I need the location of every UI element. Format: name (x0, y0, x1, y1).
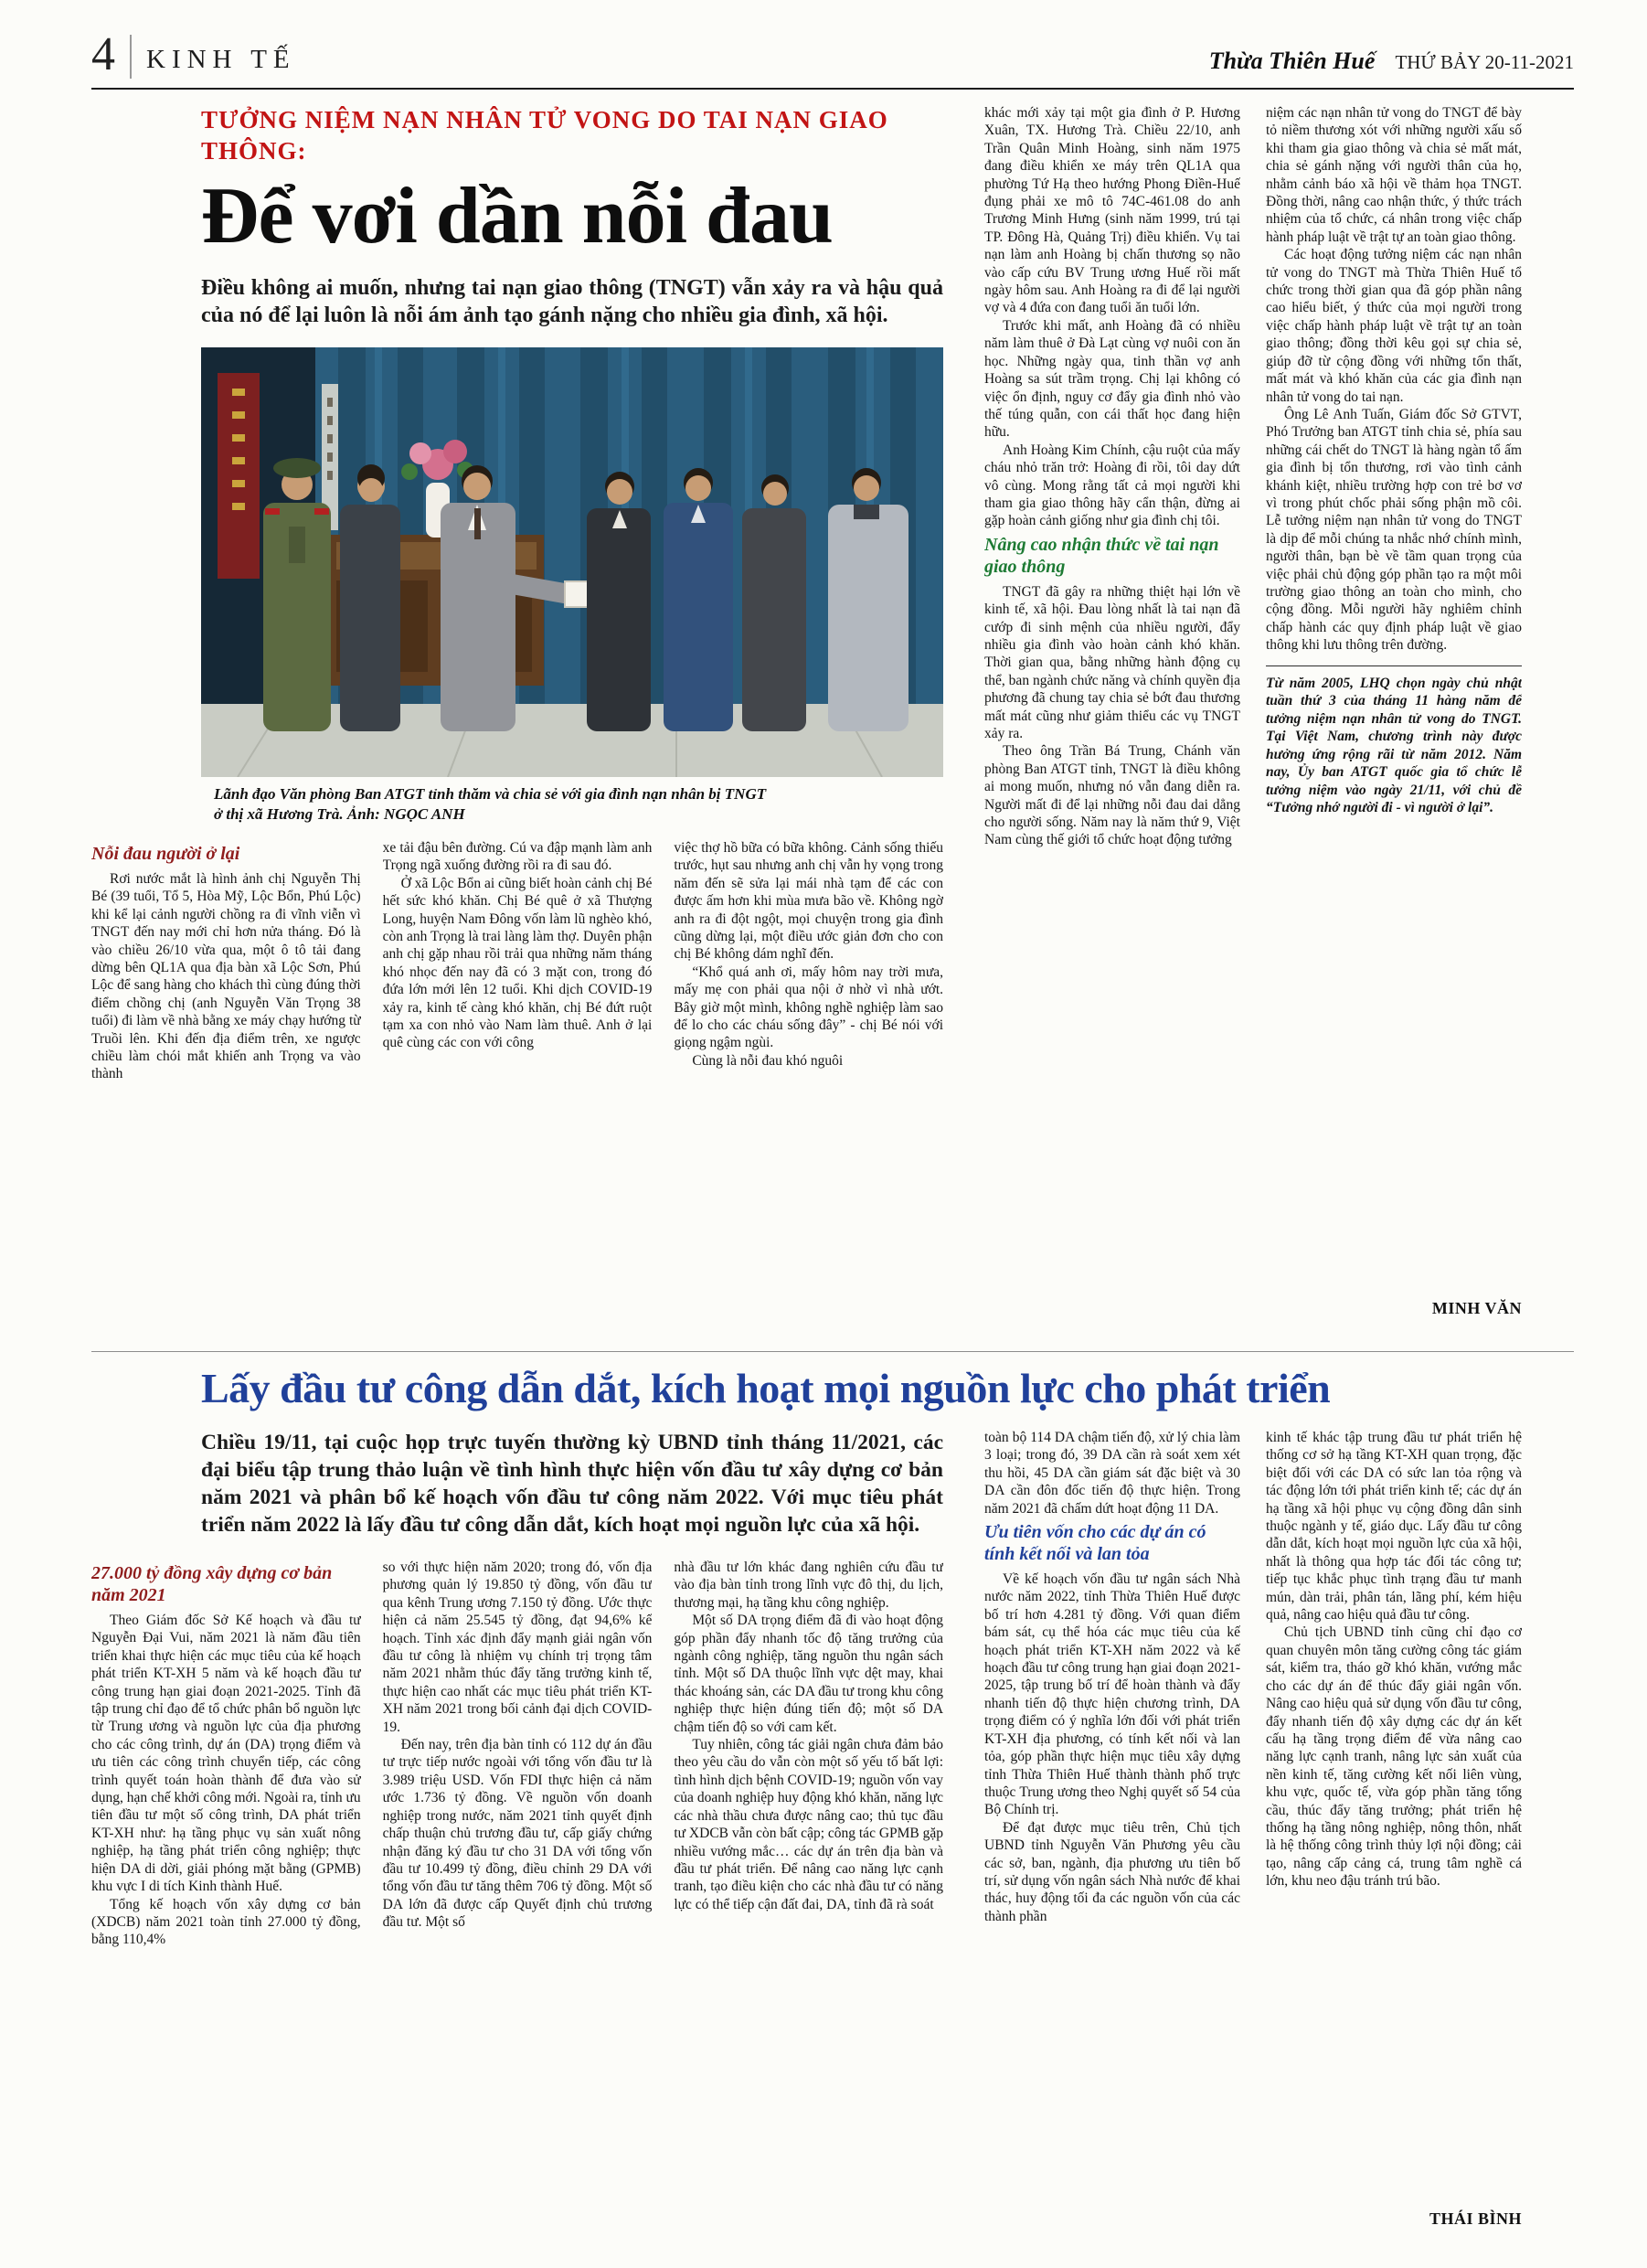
article1-main-column-area (91, 104, 943, 1351)
article1-subhead-1: Nỗi đau người ở lại (91, 844, 240, 864)
article1-column-1-text: Rơi nước mắt là hình ảnh chị Nguyễn Thị Bé (39 tuổi, Tổ 5, Hòa Mỹ, Lộc Bổn, Phú Lộc) khi kể lại cảnh người chồng ra đi vĩnh viễn vì TNGT đến nay mới chỉ hơn nửa tháng. Đó là vào chiều 26/10 vừa qua, một ô tô tải đang dừng bên QL1A qua địa bàn xã Lộc Sơn, Phú Lộc để sang hàng cho khách thì cùng đúng thời điểm chồng chị (anh Nguyễn Văn Trọng 38 tuổi) đi làm về nhà bằng xe máy chạy hướng từ Truồi lên. Khi đến địa điểm trên, xe ngược chiều làm chói mắt khiến anh Trọng va vào thành (91, 871, 361, 1082)
article1-kicker: TƯỞNG NIỆM NẠN NHÂN TỬ VONG DO TAI NẠN GIAO THÔNG: (201, 106, 888, 165)
article2-column-2 (383, 1559, 653, 2215)
article1-column-4-text-bottom: TNGT đã gây ra những thiệt hại lớn về kinh tế, xã hội. Đau lòng nhất là tai nạn đã cướp đi sinh mệnh của nhiều người, đẩy nhiều gia đình vào hoàn cảnh khó khăn. Thời gian qua, bằng những hành động cụ thể, ban ngành chức năng và chính quyền địa phương đã chung tay chia sẻ bớt đau thương mất mát cũng như giảm thiểu các vụ TNGT xảy ra. Theo ông Trần Bá Trung, Chánh văn phòng Ban ATGT tỉnh, TNGT là điều không ai mong muốn, nhưng nó vẫn đang diễn ra. Người mất đi để lại những nỗi đau dai dẳng cho người sống. Năm nay là năm thứ 9, Việt Nam cùng thế giới tổ chức hoạt động tưởng (984, 583, 1240, 848)
article1-editor-note: Từ năm 2005, LHQ chọn ngày chủ nhật tuần thứ 3 của tháng 11 hàng năm để tưởng niệm nạn nhân tử vong do TNGT. Tại Việt Nam, chương trình này được hưởng ứng rộng rãi từ năm 2012. Năm nay, Ủy ban ATGT quốc gia tổ chức lễ tưởng niệm vào ngày 21/11, với chủ đề “Tưởng nhớ người đi - vì người ở lại”. (1266, 665, 1522, 817)
page-number: 4 (91, 28, 115, 80)
article1-photo-figure (201, 347, 943, 825)
article2-column-3-text: nhà đầu tư lớn khác đang nghiên cứu đầu tư vào địa bàn tỉnh trong lĩnh vực đô thị, du lịch, thương mại, hạ tầng khu công nghiệp. Một số DA trọng điểm đã đi vào hoạt động góp phần đẩy nhanh tốc độ tăng trưởng của ngành công nghiệp, tăng nguồn thu ngân sách tỉnh. Một số DA thuộc lĩnh vực dệt may, khai thác khoáng sản, các DA đầu tư trong khu công nghiệp thực hiện đúng tiến độ; một số DA chậm tiến độ so với cam kết. Tuy nhiên, công tác giải ngân chưa đảm bảo theo yêu cầu do vẫn còn một số yếu tố bất lợi: tình hình dịch bệnh COVID-19; nguồn vốn vay của doanh nghiệp huy động khó khăn, năng lực các nhà thầu chưa được nâng cao; thủ tục đầu tư XDCB vẫn còn bất cập; công tác GPMB gặp nhiều vướng mắc… các dự án trên địa bàn và đầu tư phát triển. Để nâng cao năng lực cạnh tranh, tạo điều kiện cho các nhà đầu tư có năng lực có thể tiếp cận đất đai, DA, tỉnh đã rà soát (674, 1560, 943, 1912)
article2-right-columns (984, 1429, 1522, 2256)
article2-column-5 (1266, 1429, 1522, 2256)
article2-column-4-text-bottom: Về kế hoạch vốn đầu tư ngân sách Nhà nước năm 2022, tỉnh Thừa Thiên Huế được bố trí hơn 4.281 tỷ đồng. Với quan điểm bám sát, cụ thể hóa các mục tiêu của kế hoạch phát triển KT-XH năm 2022 và kế hoạch đầu tư công trung hạn giai đoạn 2021-2025, tập trung bố trí để hoàn thành và đẩy nhanh tiến độ thực hiện chương trình, DA trọng điểm có ý nghĩa lớn đối với phát triển KT-XH địa phương, có tính kết nối và lan tỏa, góp phần thực hiện mục tiêu xây dựng tỉnh Thừa Thiên Huế thành thành phố trực thuộc Trung ương theo Nghị quyết số 54 của Bộ Chính trị. Để đạt được mục tiêu trên, Chủ tịch UBND tỉnh Nguyễn Văn Phương yêu cầu các sở, ban, ngành, địa phương ưu tiên bố trí, sử dụng vốn ngân sách Nhà nước để khai thác, huy động tối đa các nguồn vốn của các thành phần (984, 1571, 1240, 1924)
page-header-right (1209, 48, 1574, 79)
article1-bottom-columns (91, 839, 943, 1207)
article1-column-2 (383, 839, 653, 1207)
article2-headline: Lấy đầu tư công dẫn dắt, kích hoạt mọi nguồn lực cho phát triển (201, 1365, 1331, 1411)
article2-column-3 (674, 1559, 943, 2215)
photo-caption-line2: ở thị xã Hương Trà. Ảnh: NGỌC ANH (214, 805, 465, 823)
article2-column-4-text-top: toàn bộ 114 DA chậm tiến độ, xử lý chia làm 3 loại; trong đó, 39 DA cần rà soát xem xét thu hồi, 45 DA cần giám sát đặc biệt và 30 DA cần đôn đốc tiến độ thực hiện. Trong năm 2021 đã chấm dứt hoạt động 11 DA. (984, 1430, 1240, 1517)
article2-column-2-text: so với thực hiện năm 2020; trong đó, vốn địa phương quản lý 19.850 tỷ đồng, vốn đầu tư qua kênh Trung ương 7.150 tỷ đồng. Ước thực hiện cả năm 25.545 tỷ đồng, đạt 94,6% kế hoạch. Tỉnh xác định đẩy mạnh giải ngân vốn đầu tư công là nhiệm vụ chính trị trọng tâm năm 2021 nhằm thúc đẩy tăng trưởng kinh tế, thực hiện cao nhất các mục tiêu phát triển KT-XH năm 2021 trong bối cảnh đại dịch COVID-19. Đến nay, trên địa bàn tỉnh có 112 dự án đầu tư trực tiếp nước ngoài với tổng vốn đầu tư là 3.989 triệu USD. Vốn FDI thực hiện cả năm ước 1.736 tỷ đồng. Về nguồn vốn doanh nghiệp trong nước, năm 2021 tỉnh quyết định chấp thuận chủ trương đầu tư, cấp giấy chứng nhận đăng ký đầu tư cho 31 DA với tổng vốn đầu tư 10.499 tỷ đồng, điều chỉnh 29 DA với tổng vốn đầu tư tăng thêm 706 tỷ đồng. Một số DA lớn đã được cấp Quyết định chủ trương đầu tư. Một số (382, 1560, 653, 1931)
article2-subhead-1: 27.000 tỷ đồng xây dựng cơ bản năm 2021 (91, 1563, 333, 1605)
article1-column-1 (91, 839, 361, 1207)
photo-caption-line1: Lãnh đạo Văn phòng Ban ATGT tỉnh thăm và chia sẻ với gia đình nạn nhân bị TNGT (214, 785, 767, 803)
article1-column-3-text: việc thợ hồ bữa có bữa không. Cảnh sống thiếu trước, hụt sau nhưng anh chị vẫn hy vọng trong năm đến sẽ sửa lại mái nhà tạm để các con được ấm hơn khi mùa mưa bão về. Không ngờ anh ra đi đột ngột, mọi chuyện trong gia đình cũng dừng lại, một điều ước giản đơn cho con chị Bé không dám nghĩ đến. “Khổ quá anh ơi, mấy hôm nay trời mưa, mấy mẹ con phải qua nội ở nhờ vì nhà ướt. Bây giờ một mình, không nghề nghiệp làm sao để lo cho các cháu sống đây” - chị Bé nói với giọng ngậm ngùi. Cùng là nỗi đau khó nguôi (674, 840, 943, 1069)
article2-main-column-area (91, 1429, 943, 2256)
article1-column-3 (674, 839, 943, 1207)
article1-column-2-text: xe tải đậu bên đường. Cú va đập mạnh làm anh Trọng ngã xuống đường rồi ra đi sau đó. Ở xã Lộc Bổn ai cũng biết hoàn cảnh chị Bé hết sức khó khăn. Chị Bé quê ở xã Thượng Long, huyện Nam Đông vốn làm lũ nghèo khó, còn anh Trọng là trai làng làm thợ. Duyên phận anh chị gặp nhau rồi trải qua những năm tháng khó nhọc đến nay đã có 3 mặt con, trong đó đứa lớn mới lên 12 tuổi. Khi dịch COVID-19 xảy ra, kinh tế càng khó khăn, chị Bé đứt ruột tạm xa con nhỏ vào Nam làm thuê. Anh ở lại quê cùng các con với công (382, 840, 653, 1051)
article-public-investment (91, 1351, 1574, 2268)
issue-date: THỨ BẢY 20-11-2021 (1395, 51, 1574, 73)
article1-byline: MINH VĂN (1431, 1299, 1522, 1317)
header-divider (130, 35, 132, 79)
article-memorial-victims (91, 90, 1574, 1351)
article2-column-1-text: Theo Giám đốc Sở Kế hoạch và đầu tư Nguyễn Đại Vui, năm 2021 là năm đầu tiên triển khai thực hiện các mục tiêu của kế hoạch phát triển KT-XH 5 năm và kế hoạch đầu tư công trung hạn giai đoạn 2021-2025. Tỉnh đã tập trung chỉ đạo để tổ chức phân bổ nguồn lực từ Trung ương và nguồn lực của địa phương cho các công trình, dự án (DA) trọng điểm và ưu tiên các công trình chuyển tiếp, các công trình quyết toán hoàn thành để đưa vào sử dụng, hạn chế khởi công mới. Ngoài ra, tỉnh ưu tiên đầu tư một số công trình, DA phát triển KT-XH như: hạ tầng phục vụ sản xuất nông nghiệp, hạ tầng phát triển công nghiệp; thực hiện DA di dời, giải phóng mặt bằng (GPMB) khu vực I di tích Kinh thành Huế. Tổng kế hoạch vốn xây dựng cơ bản (XDCB) năm 2021 toàn tỉnh 27.000 tỷ đồng, bằng 110,4% (91, 1613, 361, 1948)
article2-bottom-columns (91, 1559, 943, 2215)
section-title: KINH TẾ (146, 45, 296, 74)
article2-column-4 (984, 1429, 1240, 2256)
article1-column-4-text-top: khác mới xảy tại một gia đình ở P. Hương Xuân, TX. Hương Trà. Chiều 22/10, anh Trần Quân Minh Hoàng, sinh năm 1975 đang điều khiển xe máy trên QL1A qua phường Tứ Hạ theo hướng Phong Điền-Huế đụng phải xe mô tô 74C-461.08 do anh Trương Minh Hưng (sinh năm 1999, trú tại TP. Đông Hà, Quảng Trị) điều khiển. Vụ tai nạn làm anh Hoàng bị chấn thương sọ não vào cấp cứu BV Trung ương Huế rồi mất ngày hôm sau. Anh Hoàng ra đi để lại người vợ và 4 đứa con đang tuổi ăn tuổi lớn. Trước khi mất, anh Hoàng đã có nhiều năm làm thuê ở Đà Lạt cùng vợ nuôi con ăn học. Những ngày qua, tinh thần vợ anh Hoàng sa sút trầm trọng. Chị lại không có việc ổn định, nguy cơ đẩy gia đình nhỏ vào thế túng quẫn, con cái thất học đang hiện hữu. Anh Hoàng Kim Chính, cậu ruột của mấy cháu nhỏ trăn trở: Hoàng đi rồi, tôi day dứt vô cùng. Mong rằng tất cả mọi người khi tham gia giao thông hãy cẩn thận, đừng ai gặp hoàn cảnh giống như gia đình chị tôi. (984, 105, 1240, 529)
article1-subhead-2: Nâng cao nhận thức về tai nạn giao thông (984, 534, 1219, 577)
article1-lede: Điều không ai muốn, nhưng tai nạn giao thông (TNGT) vẫn xảy ra và hậu quả của nó để lại luôn là nỗi ám ảnh tạo gánh nặng cho nhiều gia đình, xã hội. (201, 276, 943, 327)
article1-headline: Để vơi dần nỗi đau (201, 172, 833, 261)
page-header-left (91, 28, 296, 80)
article1-column-5-text: niệm các nạn nhân tử vong do TNGT để bày tỏ niềm thương xót với những người xấu số khi tham gia giao thông và chia sẻ mất mát, chia sẻ gánh nặng với người thân của họ, nhằm cảnh báo xã hội về thảm họa TNGT. Đồng thời, nâng cao nhận thức, ý thức trách nhiệm của tổ chức, cá nhân trong việc chấp hành pháp luật về trật tự an toàn giao thông. Các hoạt động tưởng niệm các nạn nhân tử vong do TNGT mà Thừa Thiên Huế tổ chức trong thời gian qua đã góp phần nâng cao hiểu biết, ý thức của mọi người trong việc chấp hành pháp luật về trật tự an toàn giao thông; đồng thời kêu gọi sự chia sẻ, giúp đỡ từ cộng đồng với những tổn thất, mất mát và khó khăn của các gia đình nạn nhân tử vong do tai nạn. Ông Lê Anh Tuấn, Giám đốc Sở GTVT, Phó Trưởng ban ATGT tỉnh chia sẻ, phía sau những cái chết do TNGT là hàng ngàn tổ ấm gia đình bị tổn thương, rơi vào tình cảnh khánh kiệt, nhiều trường hợp con trẻ bơ vơ vì trong phút chốc phải sống phận mồ côi. Lễ tưởng niệm nạn nhân tử vong do TNGT là dịp để mỗi chúng ta nhắc nhớ chính mình, người thân, bạn bè về tầm quan trọng của việc phải chủ động góp phần tạo ra một môi trường giao thông an toàn cho mình, cho cộng đồng. Mỗi người hãy nghiêm chỉnh chấp hành các quy định pháp luật về giao thông khi lưu thông trên đường. (1266, 105, 1522, 654)
newspaper-name: Thừa Thiên Huế (1208, 48, 1376, 74)
page-header (91, 26, 1574, 90)
article1-column-5 (1266, 104, 1522, 1331)
article1-right-columns (984, 104, 1522, 1331)
news-photo (201, 347, 943, 777)
article2-subhead-2: Ưu tiên vốn cho các dự án có tính kết nối và lan tỏa (984, 1522, 1206, 1565)
article2-column-1 (91, 1559, 361, 2215)
article2-byline: THÁI BÌNH (1429, 2209, 1522, 2228)
article2-body (91, 1429, 1574, 2256)
photo-caption (201, 784, 943, 825)
article2-lede: Chiều 19/11, tại cuộc họp trực tuyến thường kỳ UBND tỉnh tháng 11/2021, các đại biểu tập trung thảo luận về tình hình thực hiện vốn đầu tư xây dựng cơ bản năm 2021 và phân bổ kế hoạch vốn đầu tư công năm 2022. Với mục tiêu phát triển năm 2022 là lấy đầu tư công dẫn dắt, kích hoạt mọi nguồn lực của xã hội. (201, 1431, 943, 1537)
article2-column-5-text: kinh tế khác tập trung đầu tư phát triển hệ thống cơ sở hạ tầng KT-XH quan trọng, đặc biệt đối với các DA có sức lan tỏa rộng và tác động lớn tới phát triển kinh tế; các dự án hạ tầng xã hội phục vụ cộng đồng dân sinh thuộc ngành y tế, giáo dục. Lấy đầu tư công dẫn dắt, kích hoạt mọi nguồn lực của xã hội, nhất là thông qua hợp tác đối tác công tư; tiếp tục khắc phục tình trạng đầu tư manh mún, dàn trải, phân tán, lãng phí, kém hiệu quả, nâng cao hiệu quả đầu tư công. Chủ tịch UBND tỉnh cũng chỉ đạo cơ quan chuyên môn tăng cường công tác giám sát, kiểm tra, tháo gỡ khó khăn, vướng mắc cho các dự án để thúc đẩy giải ngân vốn. Nâng cao hiệu quả sử dụng vốn đầu tư công, đẩy nhanh tiến độ xây dựng các dự án kết cấu hạ tầng trọng điểm để vừa nâng cao năng lực cạnh tranh, nâng lực sản xuất của nền kinh tế, tăng cường kết nối liên vùng, khu vực, quốc tế, vừa góp phần tăng tổng cầu, thúc đẩy tăng trưởng; phát triển hệ thống hạ tầng nông nghiệp, nông thôn, nhất là hệ thống công trình thủy lợi nội đồng; cải tạo, nâng cấp cảng cá, trung tâm nghề cá lớn, khu neo đậu tránh trú bão. (1266, 1430, 1522, 1890)
article1-column-4 (984, 104, 1240, 1331)
